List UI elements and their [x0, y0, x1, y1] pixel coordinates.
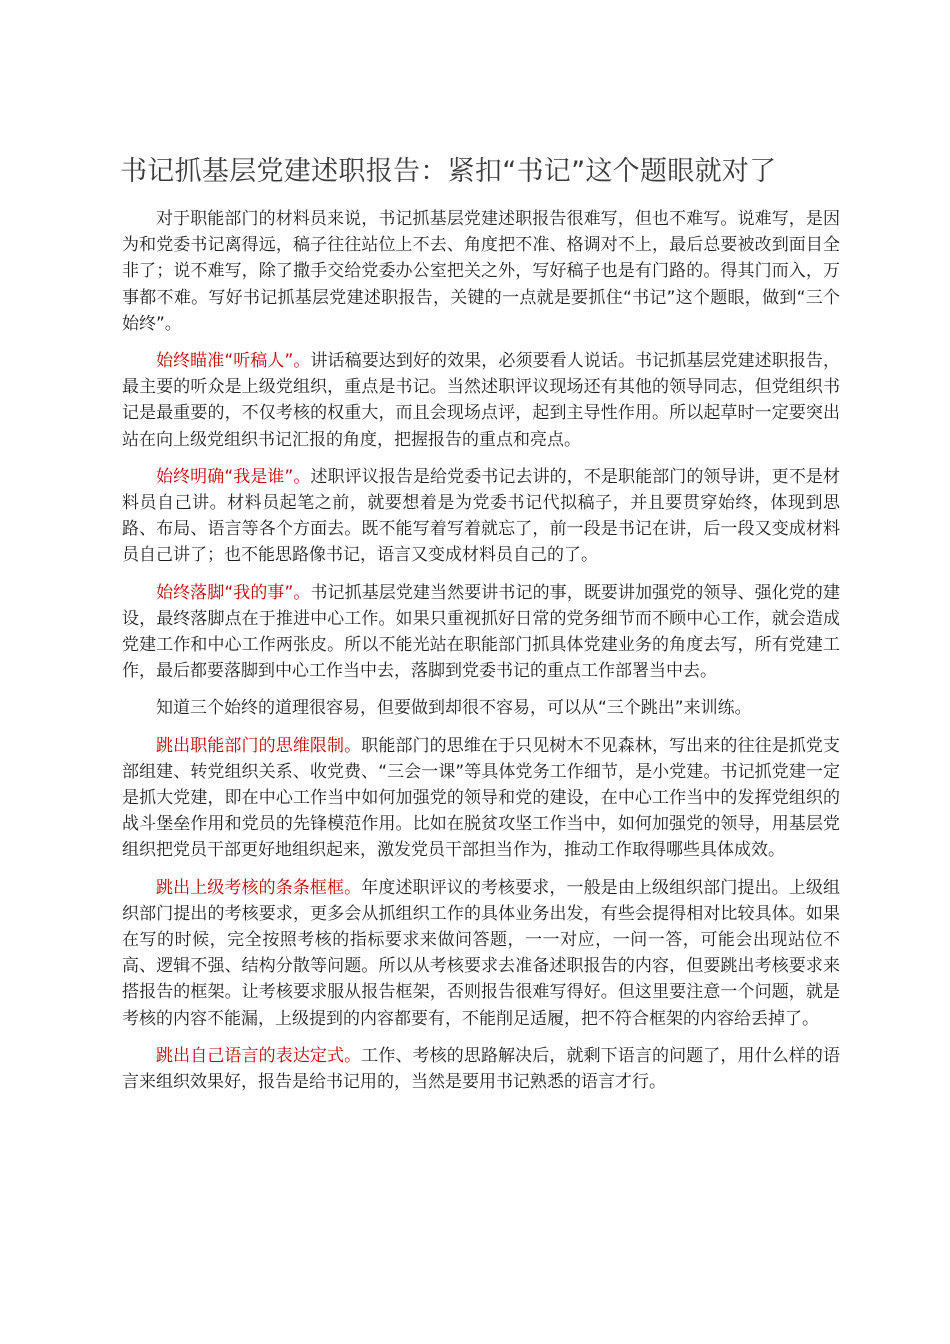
paragraph-text: 职能部门的思维在于只见树木不见森林，写出来的往往是抓党支部组建、转党组织关系、收党费、“三会一课”等具体党务工作细节，是小党建。书记抓党建一定是抓大党建，即在中心工作当中如何加强党的领导和党的建设，在中心工作当中的发挥党组织的战斗堡垒作用和党员的先锋模范作用。比如在脱贫攻坚工作当中，如何加强党的领导，用基层党组织把党员干部更好地组织起来，激发党员干部担当作为，推动工作取得哪些具体成效。 — [122, 735, 841, 861]
paragraph-always-identity — [122, 464, 840, 569]
paragraph-lead: 跳出职能部门的思维限制。 — [156, 735, 362, 756]
paragraph-intro — [122, 206, 840, 337]
paragraph-text: 述职评议报告是给党委书记去讲的，不是职能部门的领导讲，更不是材料员自己讲。材料员起笔之前，就要想着是为党委书记代拟稿子，并且要贯穿始终，体现到思路、布局、语言等各个方面去。既不能写着写着就忘了，前一段是书记在讲，后一段又变成材料员自己讲了；也不能思路像书记，语言又变成材料员自己的了。 — [122, 466, 840, 566]
paragraph-transition — [122, 695, 840, 721]
paragraph-always-audience — [122, 348, 840, 453]
paragraph-text: 讲话稿要达到好的效果，必须要看人说话。书记抓基层党建述职报告，最主要的听众是上级党组织，重点是书记。当然述职评议现场还有其他的领导同志，但党组织书记是最重要的，不仅考核的权重大，而且会现场点评，起到主导性作用。所以起草时一定要突出站在向上级党组织书记汇报的角度，把握报告的重点和亮点。 — [122, 351, 840, 450]
paragraph-lead: 跳出自己语言的表达定式。 — [156, 1045, 362, 1066]
paragraph-text: 知道三个始终的道理很容易，但要做到却很不容易，可以从“三个跳出”来训练。 — [156, 698, 752, 719]
paragraph-text: 年度述职评议的考核要求，一般是由上级组织部门提出。上级组织部门提出的考核要求，更多会从抓组织工作的具体业务出发，有些会提得相对比较具体。如果在写的时候，完全按照考核的指标要求来做问答题，一一对应，一问一答，可能会出现站位不高、逻辑不强、结构分散等问题。所以从考核要求去准备述职报告的内容，但要跳出考核要求来搭报告的框架。让考核要求服从报告框架，否则报告很难写得好。但这里要注意一个问题，就是考核的内容不能漏，上级提到的内容都要有，不能削足适履，把不符合框架的内容给丢掉了。 — [122, 877, 841, 1029]
paragraph-break-language-pattern — [122, 1043, 840, 1095]
paragraph-break-department-thinking — [122, 733, 840, 864]
paragraph-lead: 始终瞄准“听稿人”。 — [156, 351, 311, 372]
paragraph-text: 书记抓基层党建当然要讲书记的事，既要讲加强党的领导、强化党的建设，最终落脚点在于推进中心工作。如果只重视抓好日常的党务细节而不顾中心工作，就会造成党建工作和中心工作两张皮。所以不能光站在职能部门抓具体党建业务的角度去写，所有党建工作，最后都要落脚到中心工作当中去，落脚到党委书记的重点工作部署当中去。 — [122, 582, 840, 682]
document-title: 书记抓基层党建述职报告：紧扣“书记”这个题眼就对了 — [120, 156, 777, 187]
paragraph-always-own-work — [122, 580, 840, 685]
paragraph-text: 工作、考核的思路解决后，就剩下语言的问题了，用什么样的语言来组织效果好，报告是给书记用的，当然是要用书记熟悉的语言才行。 — [122, 1045, 841, 1093]
paragraph-lead: 跳出上级考核的条条框框。 — [156, 877, 362, 898]
paragraph-lead: 始终落脚“我的事”。 — [156, 582, 311, 603]
paragraph-break-assessment-frame — [122, 875, 840, 1032]
paragraph-lead: 始终明确“我是谁”。 — [156, 466, 311, 487]
paragraph-text: 对于职能部门的材料员来说，书记抓基层党建述职报告很难写，但也不难写。说难写，是因为和党委书记离得远，稿子往往站位上不去、角度把不准、格调对不上，最后总要被改到面目全非了；说不难写，除了撒手交给党委办公室把关之外，写好稿子也是有门路的。得其门而入，万事都不难。写好书记抓基层党建述职报告，关键的一点就是要抓住“书记”这个题眼，做到“三个始终”。 — [122, 209, 840, 334]
document-body — [122, 206, 840, 1106]
